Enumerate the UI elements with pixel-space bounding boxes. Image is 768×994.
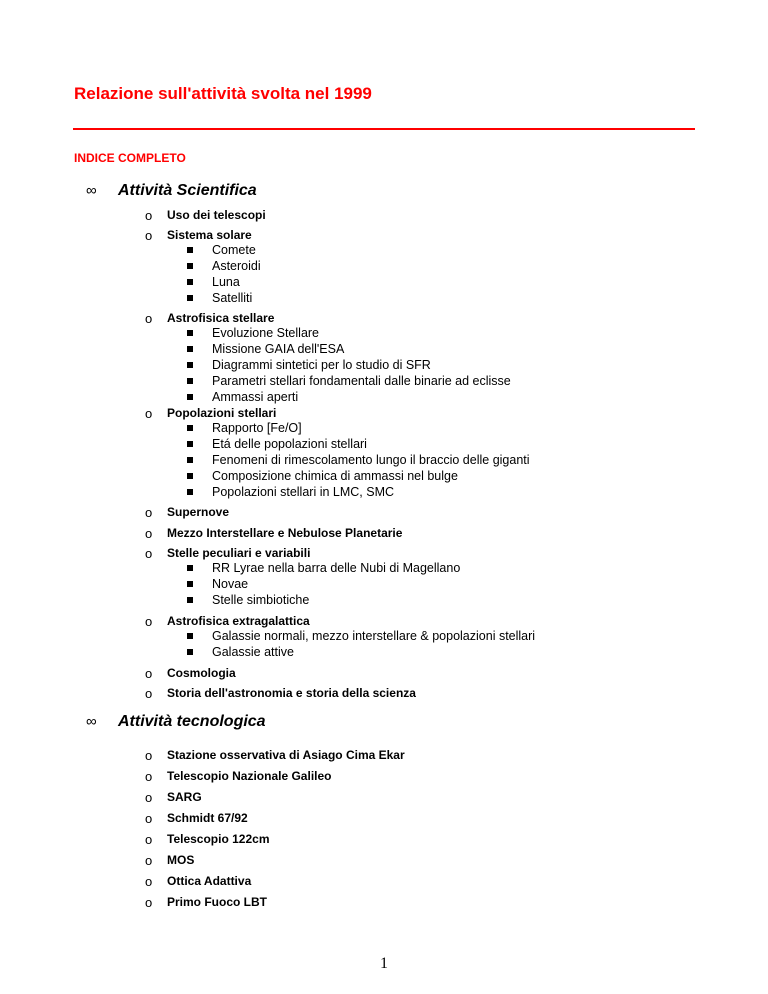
document-title: Relazione sull'attività svolta nel 1999 <box>74 84 372 103</box>
list-item-label: Mezzo Interstellare e Nebulose Planetarie <box>167 526 403 540</box>
list-item-label: Popolazioni stellari <box>167 406 277 420</box>
circle-bullet-icon: o <box>145 505 153 520</box>
sub-list-item-label: Ammassi aperti <box>212 390 299 404</box>
sub-list-item-label: RR Lyrae nella barra delle Nubi di Magellano <box>212 561 461 575</box>
list-item-label: Supernove <box>167 505 230 519</box>
sub-list-item <box>0 469 768 485</box>
sub-list-item <box>0 291 768 307</box>
circle-bullet-icon: o <box>145 546 153 561</box>
sub-list-item-label: Missione GAIA dell'ESA <box>212 342 345 356</box>
list-item-label: Astrofisica extragalattica <box>167 614 310 628</box>
square-bullet-icon <box>187 649 193 655</box>
sub-list-item <box>0 645 768 661</box>
square-bullet-icon <box>187 330 193 336</box>
list-item-label: Cosmologia <box>167 666 236 680</box>
list-item-label: Astrofisica stellare <box>167 311 275 325</box>
sub-list-item <box>0 243 768 259</box>
sub-list-item-label: Galassie normali, mezzo interstellare & popolazioni stellari <box>212 629 536 643</box>
circle-bullet-icon: o <box>145 748 153 763</box>
sub-list-item-label: Satelliti <box>212 291 253 305</box>
sub-list-item-label: Composizione chimica di ammassi nel bulge <box>212 469 458 483</box>
sub-list-item-label: Evoluzione Stellare <box>212 326 320 340</box>
square-bullet-icon <box>187 295 193 301</box>
circle-bullet-icon: o <box>145 666 153 681</box>
list-item-label: Primo Fuoco LBT <box>167 895 267 909</box>
sub-list-item <box>0 577 768 593</box>
sub-list-item-label: Luna <box>212 275 240 289</box>
square-bullet-icon <box>187 473 193 479</box>
square-bullet-icon <box>187 362 193 368</box>
sub-list-item <box>0 629 768 645</box>
circle-bullet-icon: o <box>145 874 153 889</box>
circle-bullet-icon: o <box>145 311 153 326</box>
sub-list-item-label: Rapporto [Fe/O] <box>212 421 302 435</box>
circle-bullet-icon: o <box>145 790 153 805</box>
circle-bullet-icon: o <box>145 853 153 868</box>
sub-list-item <box>0 374 768 390</box>
index-heading: INDICE COMPLETO <box>74 151 186 165</box>
square-bullet-icon <box>187 565 193 571</box>
list-item-label: Uso dei telescopi <box>167 208 266 222</box>
sub-list-item-label: Stelle simbiotiche <box>212 593 310 607</box>
square-bullet-icon <box>187 597 193 603</box>
circle-bullet-icon: o <box>145 406 153 421</box>
sub-list-item <box>0 437 768 453</box>
list-item-label: SARG <box>167 790 202 804</box>
sub-list-item-label: Novae <box>212 577 249 591</box>
sub-list-item <box>0 453 768 469</box>
list-item-label: Ottica Adattiva <box>167 874 252 888</box>
infinity-bullet-icon: ∞ <box>86 713 97 730</box>
sub-list-item-label: Popolazioni stellari in LMC, SMC <box>212 485 395 499</box>
circle-bullet-icon: o <box>145 895 153 910</box>
sub-list-item <box>0 561 768 577</box>
sub-list-item <box>0 421 768 437</box>
circle-bullet-icon: o <box>145 811 153 826</box>
list-item-label: Telescopio Nazionale Galileo <box>167 769 332 783</box>
square-bullet-icon <box>187 457 193 463</box>
sub-list-item <box>0 275 768 291</box>
sub-list-item <box>0 485 768 501</box>
title-divider <box>73 128 695 130</box>
square-bullet-icon <box>187 581 193 587</box>
sub-list-item-label: Parametri stellari fondamentali dalle binarie ad eclisse <box>212 374 511 388</box>
list-item-label: MOS <box>167 853 195 867</box>
sub-list-item <box>0 259 768 275</box>
list-item-label: Sistema solare <box>167 228 252 242</box>
page-number: 1 <box>380 955 388 972</box>
square-bullet-icon <box>187 394 193 400</box>
square-bullet-icon <box>187 425 193 431</box>
list-item-label: Storia dell'astronomia e storia della scienza <box>167 686 416 700</box>
infinity-bullet-icon: ∞ <box>86 182 97 199</box>
sub-list-item <box>0 593 768 609</box>
sub-list-item-label: Diagrammi sintetici per lo studio di SFR <box>212 358 431 372</box>
square-bullet-icon <box>187 346 193 352</box>
sub-list-item <box>0 358 768 374</box>
square-bullet-icon <box>187 489 193 495</box>
sub-list-item-label: Asteroidi <box>212 259 261 273</box>
section-heading: Attività Scientifica <box>118 182 257 199</box>
circle-bullet-icon: o <box>145 686 153 701</box>
square-bullet-icon <box>187 441 193 447</box>
circle-bullet-icon: o <box>145 228 153 243</box>
square-bullet-icon <box>187 378 193 384</box>
circle-bullet-icon: o <box>145 832 153 847</box>
sub-list-item-label: Comete <box>212 243 256 257</box>
circle-bullet-icon: o <box>145 769 153 784</box>
list-item-label: Stelle peculiari e variabili <box>167 546 311 560</box>
sub-list-item <box>0 342 768 358</box>
square-bullet-icon <box>187 247 193 253</box>
circle-bullet-icon: o <box>145 614 153 629</box>
section-heading: Attività tecnologica <box>118 713 266 730</box>
square-bullet-icon <box>187 279 193 285</box>
circle-bullet-icon: o <box>145 208 153 223</box>
circle-bullet-icon: o <box>145 526 153 541</box>
sub-list-item-label: Galassie attive <box>212 645 294 659</box>
list-item-label: Stazione osservativa di Asiago Cima Ekar <box>167 748 405 762</box>
square-bullet-icon <box>187 263 193 269</box>
square-bullet-icon <box>187 633 193 639</box>
sub-list-item <box>0 390 768 406</box>
list-item-label: Telescopio 122cm <box>167 832 270 846</box>
list-item-label: Schmidt 67/92 <box>167 811 248 825</box>
sub-list-item-label: Fenomeni di rimescolamento lungo il braccio delle giganti <box>212 453 530 467</box>
sub-list-item <box>0 326 768 342</box>
sub-list-item-label: Etá delle popolazioni stellari <box>212 437 367 451</box>
